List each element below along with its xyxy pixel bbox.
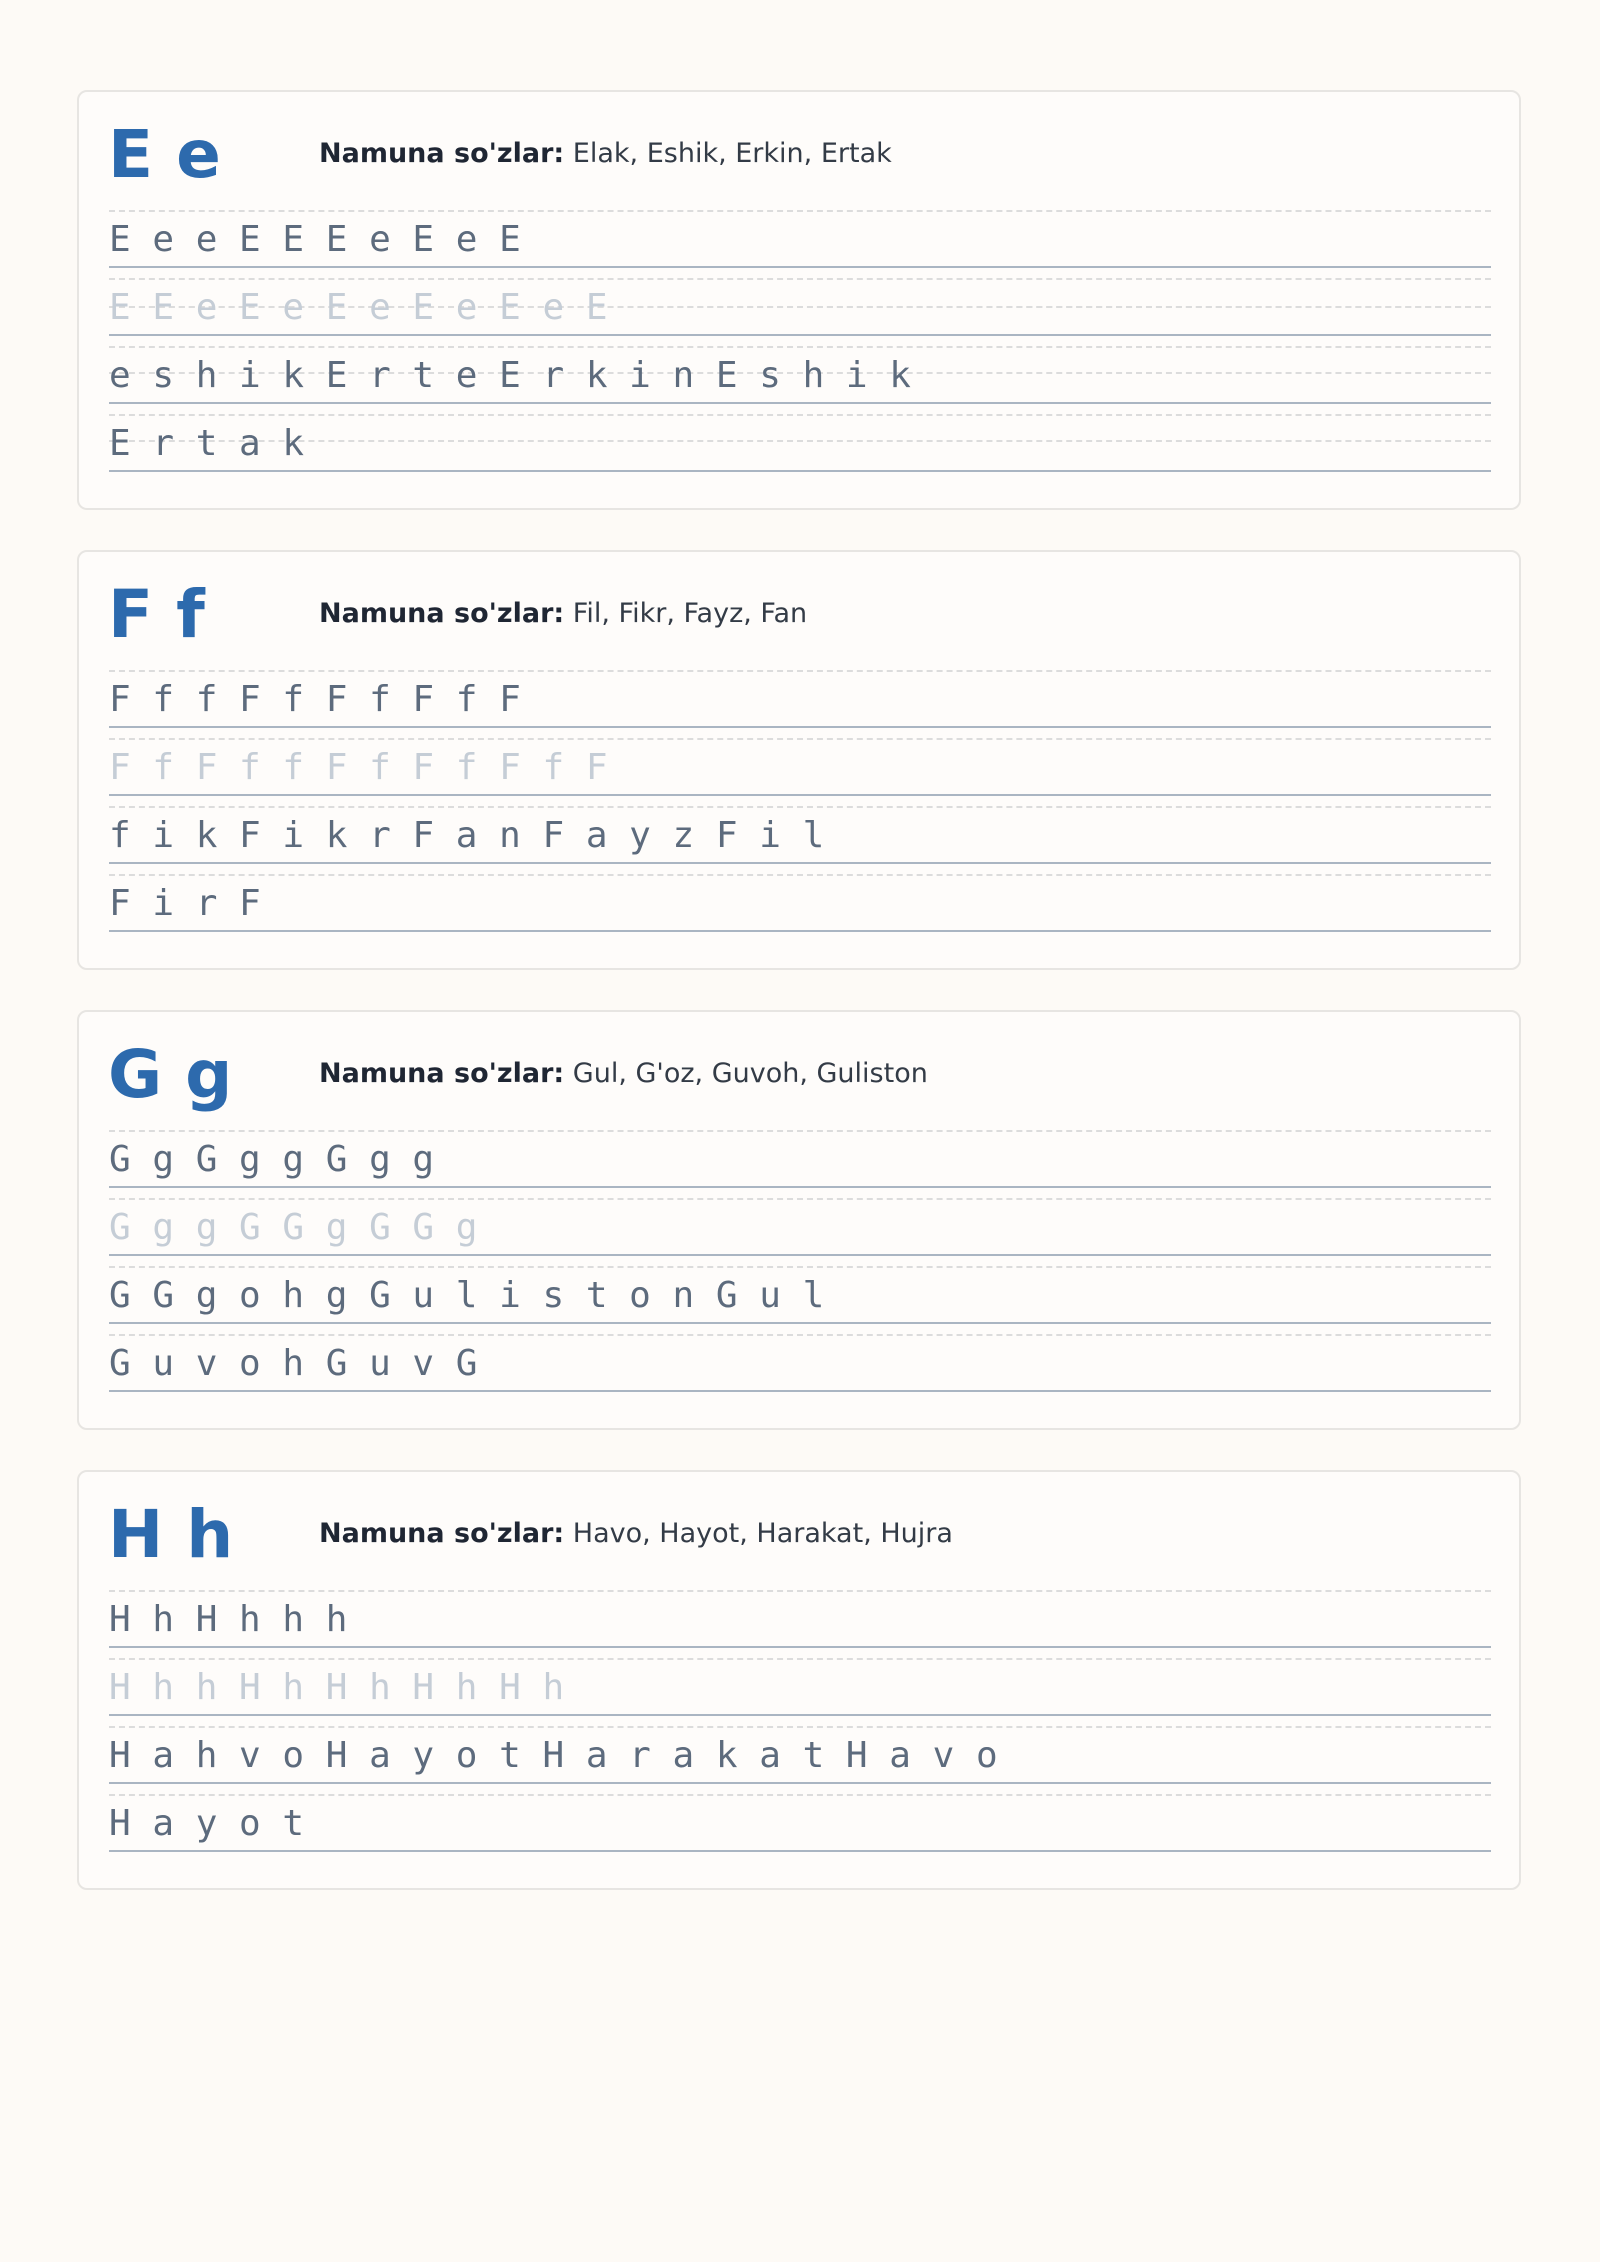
sample-words xyxy=(319,1518,953,1549)
practice-row-1: E e e E E E e E e E xyxy=(109,219,521,260)
writing-lines xyxy=(109,1592,1491,1852)
letter-heading: H h xyxy=(108,1496,234,1573)
guide-dash xyxy=(109,1590,1491,1592)
guide-base xyxy=(109,1782,1491,1784)
sample-words-list: Havo, Hayot, Harakat, Hujra xyxy=(572,1518,953,1549)
sample-words xyxy=(319,1058,928,1089)
guide-dash xyxy=(109,440,1491,442)
guide-base xyxy=(109,862,1491,864)
guide-base xyxy=(109,794,1491,796)
guide-base xyxy=(109,1390,1491,1392)
letter-card-e xyxy=(77,90,1521,510)
guide-base xyxy=(109,1850,1491,1852)
guide-base xyxy=(109,1254,1491,1256)
practice-row-1: G g G g g G g g xyxy=(109,1139,435,1180)
guide-dash xyxy=(109,670,1491,672)
practice-row-2: F f F f f F f F f F f F xyxy=(109,747,608,788)
practice-row-4: H a y o t xyxy=(109,1803,305,1844)
practice-row-4: E r t a k xyxy=(109,423,305,464)
writing-lines xyxy=(109,1132,1491,1392)
guide-base xyxy=(109,726,1491,728)
guide-dash xyxy=(109,1726,1491,1728)
guide-base xyxy=(109,1322,1491,1324)
guide-base xyxy=(109,266,1491,268)
sample-words-list: Fil, Fikr, Fayz, Fan xyxy=(572,598,808,629)
guide-base xyxy=(109,1714,1491,1716)
guide-dash xyxy=(109,1794,1491,1796)
letter-heading: G g xyxy=(108,1036,233,1113)
guide-base xyxy=(109,470,1491,472)
guide-dash xyxy=(109,1130,1491,1132)
practice-row-3: e s h i k E r t e E r k i n E s h i k xyxy=(109,355,911,396)
guide-base xyxy=(109,930,1491,932)
sample-words-list: Gul, G'oz, Guvoh, Guliston xyxy=(572,1058,928,1089)
letter-card-g xyxy=(77,1010,1521,1430)
practice-row-3: G G g o h g G u l i s t o n G u l xyxy=(109,1275,825,1316)
letter-heading: F f xyxy=(108,576,205,653)
sample-label: Namuna so'zlar: xyxy=(319,138,565,169)
sample-label: Namuna so'zlar: xyxy=(319,1058,565,1089)
guide-base xyxy=(109,402,1491,404)
writing-lines xyxy=(109,212,1491,472)
practice-row-2: G g g G G g G G g xyxy=(109,1207,478,1248)
practice-row-1: H h H h h h xyxy=(109,1599,348,1640)
letter-heading: E e xyxy=(108,116,221,193)
practice-row-2: E E e E e E e E e E e E xyxy=(109,287,608,328)
letter-card-h xyxy=(77,1470,1521,1890)
guide-dash xyxy=(109,738,1491,740)
guide-base xyxy=(109,334,1491,336)
guide-base xyxy=(109,1646,1491,1648)
guide-dash xyxy=(109,1334,1491,1336)
guide-dash xyxy=(109,210,1491,212)
practice-row-1: F f f F f F f F f F xyxy=(109,679,521,720)
letter-card-f xyxy=(77,550,1521,970)
guide-dash xyxy=(109,346,1491,348)
guide-dash xyxy=(109,806,1491,808)
guide-dash xyxy=(109,1658,1491,1660)
sample-words xyxy=(319,138,892,169)
guide-dash xyxy=(109,1266,1491,1268)
writing-lines xyxy=(109,672,1491,932)
practice-row-4: G u v o h G u v G xyxy=(109,1343,478,1384)
practice-row-3: H a h v o H a y o t H a r a k a t H a v o xyxy=(109,1735,998,1776)
practice-row-2: H h h H h H h H h H h xyxy=(109,1667,565,1708)
guide-dash xyxy=(109,278,1491,280)
sample-label: Namuna so'zlar: xyxy=(319,598,565,629)
sample-words-list: Elak, Eshik, Erkin, Ertak xyxy=(572,138,892,169)
sample-label: Namuna so'zlar: xyxy=(319,1518,565,1549)
practice-row-3: f i k F i k r F a n F a y z F i l xyxy=(109,815,825,856)
practice-row-4: F i r F xyxy=(109,883,261,924)
guide-base xyxy=(109,1186,1491,1188)
guide-dash xyxy=(109,1198,1491,1200)
guide-dash xyxy=(109,874,1491,876)
sample-words xyxy=(319,598,807,629)
guide-dash xyxy=(109,414,1491,416)
